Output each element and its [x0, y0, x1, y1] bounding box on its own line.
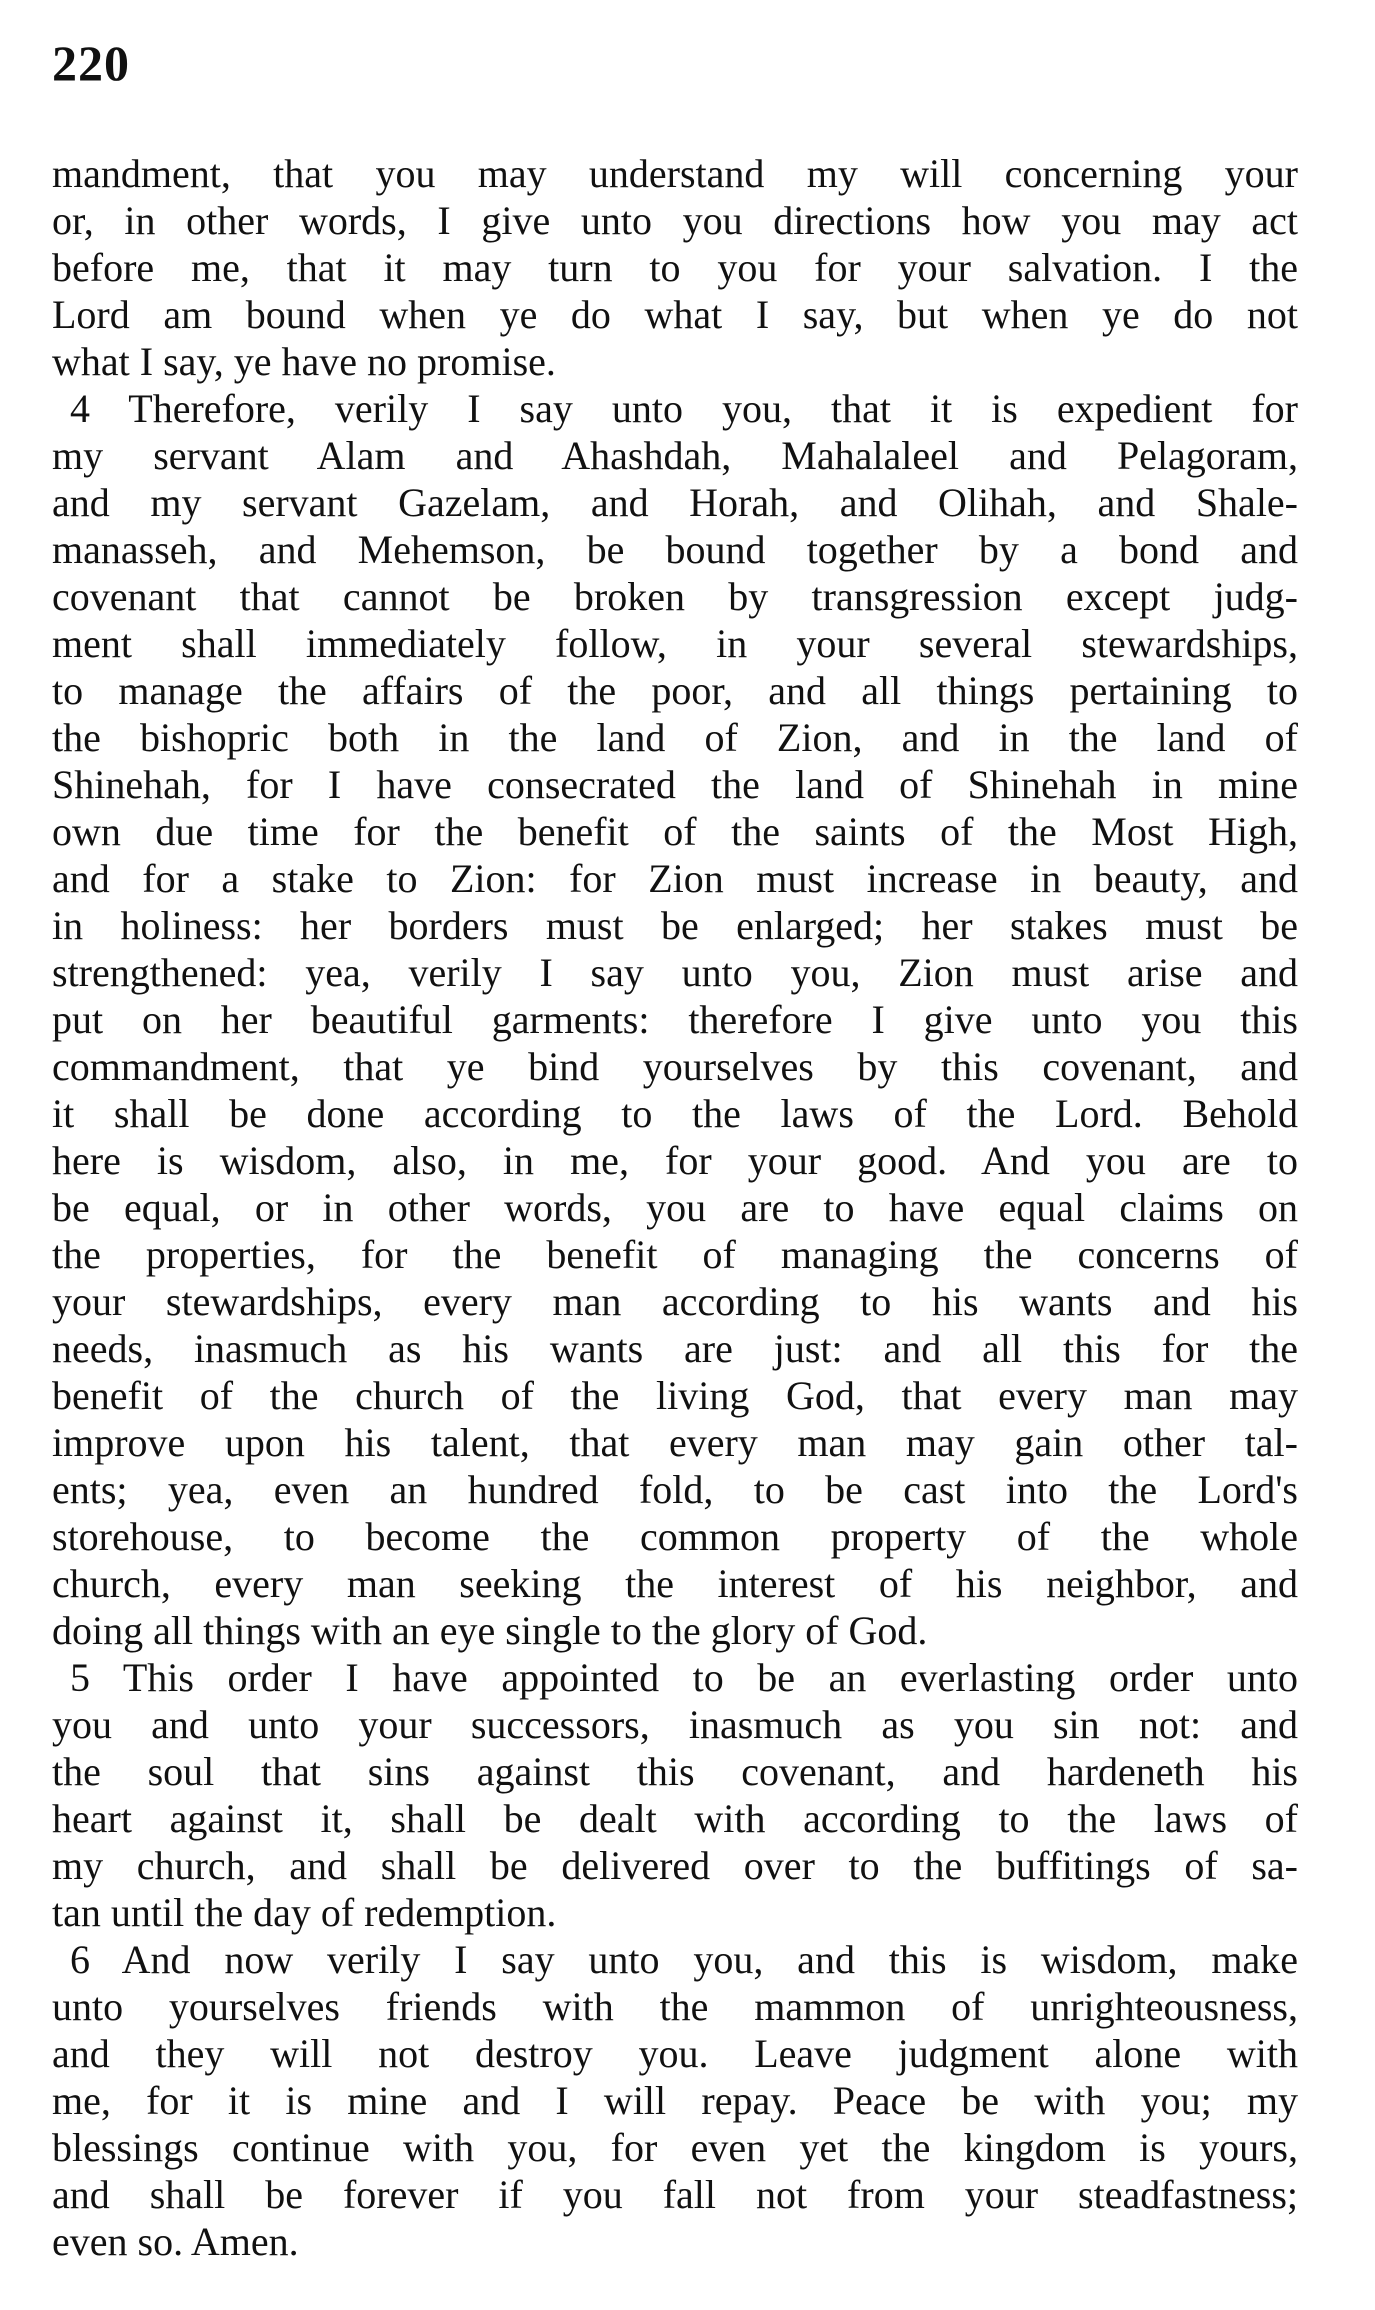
text-line: or, in other words, I give unto you directions how you may act [52, 198, 1298, 243]
text-line: and shall be forever if you fall not from your steadfastness; [52, 2172, 1298, 2217]
page-number: 220 [52, 35, 130, 91]
text-line: church, every man seeking the interest of his neighbor, and [52, 1561, 1298, 1606]
text-line: 6 And now verily I say unto you, and this is wisdom, make [70, 1937, 1298, 1982]
text-line: the soul that sins against this covenant, and hardeneth his [52, 1749, 1298, 1794]
text-line: the properties, for the benefit of managing the concerns of [52, 1232, 1298, 1277]
text-line: and my servant Gazelam, and Horah, and Olihah, and Shale- [52, 480, 1298, 525]
text-line: 5 This order I have appointed to be an everlasting order unto [70, 1655, 1298, 1700]
text-line: tan until the day of redemption. [52, 1890, 557, 1935]
text-line: Shinehah, for I have consecrated the land of Shinehah in mine [52, 762, 1298, 807]
text-line: improve upon his talent, that every man may gain other tal- [52, 1420, 1298, 1465]
body-text [52, 150, 1298, 2265]
text-line: needs, inasmuch as his wants are just: and all this for the [52, 1326, 1298, 1371]
text-line: and for a stake to Zion: for Zion must increase in beauty, and [52, 856, 1298, 901]
text-line: heart against it, shall be dealt with according to the laws of [52, 1796, 1298, 1841]
text-line: me, for it is mine and I will repay. Peace be with you; my [52, 2078, 1298, 2123]
text-line: storehouse, to become the common property of the whole [52, 1514, 1298, 1559]
text-line: manasseh, and Mehemson, be bound together by a bond and [52, 527, 1298, 572]
text-line: doing all things with an eye single to the glory of God. [52, 1608, 928, 1653]
text-line: covenant that cannot be broken by transgression except judg- [52, 574, 1298, 619]
text-line: before me, that it may turn to you for your salvation. I the [52, 245, 1298, 290]
text-line: be equal, or in other words, you are to have equal claims on [52, 1185, 1298, 1230]
text-line: what I say, ye have no promise. [52, 339, 556, 384]
text-line: you and unto your successors, inasmuch as you sin not: and [52, 1702, 1298, 1747]
text-line: Lord am bound when ye do what I say, but when ye do not [52, 292, 1298, 337]
text-line: my servant Alam and Ahashdah, Mahalaleel and Pelagoram, [52, 433, 1298, 478]
text-line: and they will not destroy you. Leave judgment alone with [52, 2031, 1298, 2076]
text-line: here is wisdom, also, in me, for your good. And you are to [52, 1138, 1298, 1183]
text-line: my church, and shall be delivered over to the buffitings of sa- [52, 1843, 1298, 1888]
text-line: unto yourselves friends with the mammon of unrighteousness, [52, 1984, 1298, 2029]
text-line: ment shall immediately follow, in your several stewardships, [52, 621, 1298, 666]
text-line: mandment, that you may understand my will concerning your [52, 151, 1298, 196]
text-line: commandment, that ye bind yourselves by this covenant, and [52, 1044, 1298, 1089]
text-line: your stewardships, every man according to his wants and his [52, 1279, 1298, 1324]
text-line: to manage the affairs of the poor, and all things pertaining to [52, 668, 1298, 713]
text-line: the bishopric both in the land of Zion, and in the land of [52, 715, 1298, 760]
text-line: own due time for the benefit of the saints of the Most High, [52, 809, 1298, 854]
text-line: strengthened: yea, verily I say unto you, Zion must arise and [52, 950, 1298, 995]
text-line: benefit of the church of the living God, that every man may [52, 1373, 1298, 1418]
text-line: 4 Therefore, verily I say unto you, that it is expedient for [70, 386, 1298, 431]
text-line: in holiness: her borders must be enlarged; her stakes must be [52, 903, 1298, 948]
text-line: even so. Amen. [52, 2219, 299, 2264]
text-line: ents; yea, even an hundred fold, to be cast into the Lord's [52, 1467, 1298, 1512]
text-line: it shall be done according to the laws of the Lord. Behold [52, 1091, 1298, 1136]
text-line: blessings continue with you, for even yet the kingdom is yours, [52, 2125, 1298, 2170]
text-line: put on her beautiful garments: therefore I give unto you this [52, 997, 1298, 1042]
